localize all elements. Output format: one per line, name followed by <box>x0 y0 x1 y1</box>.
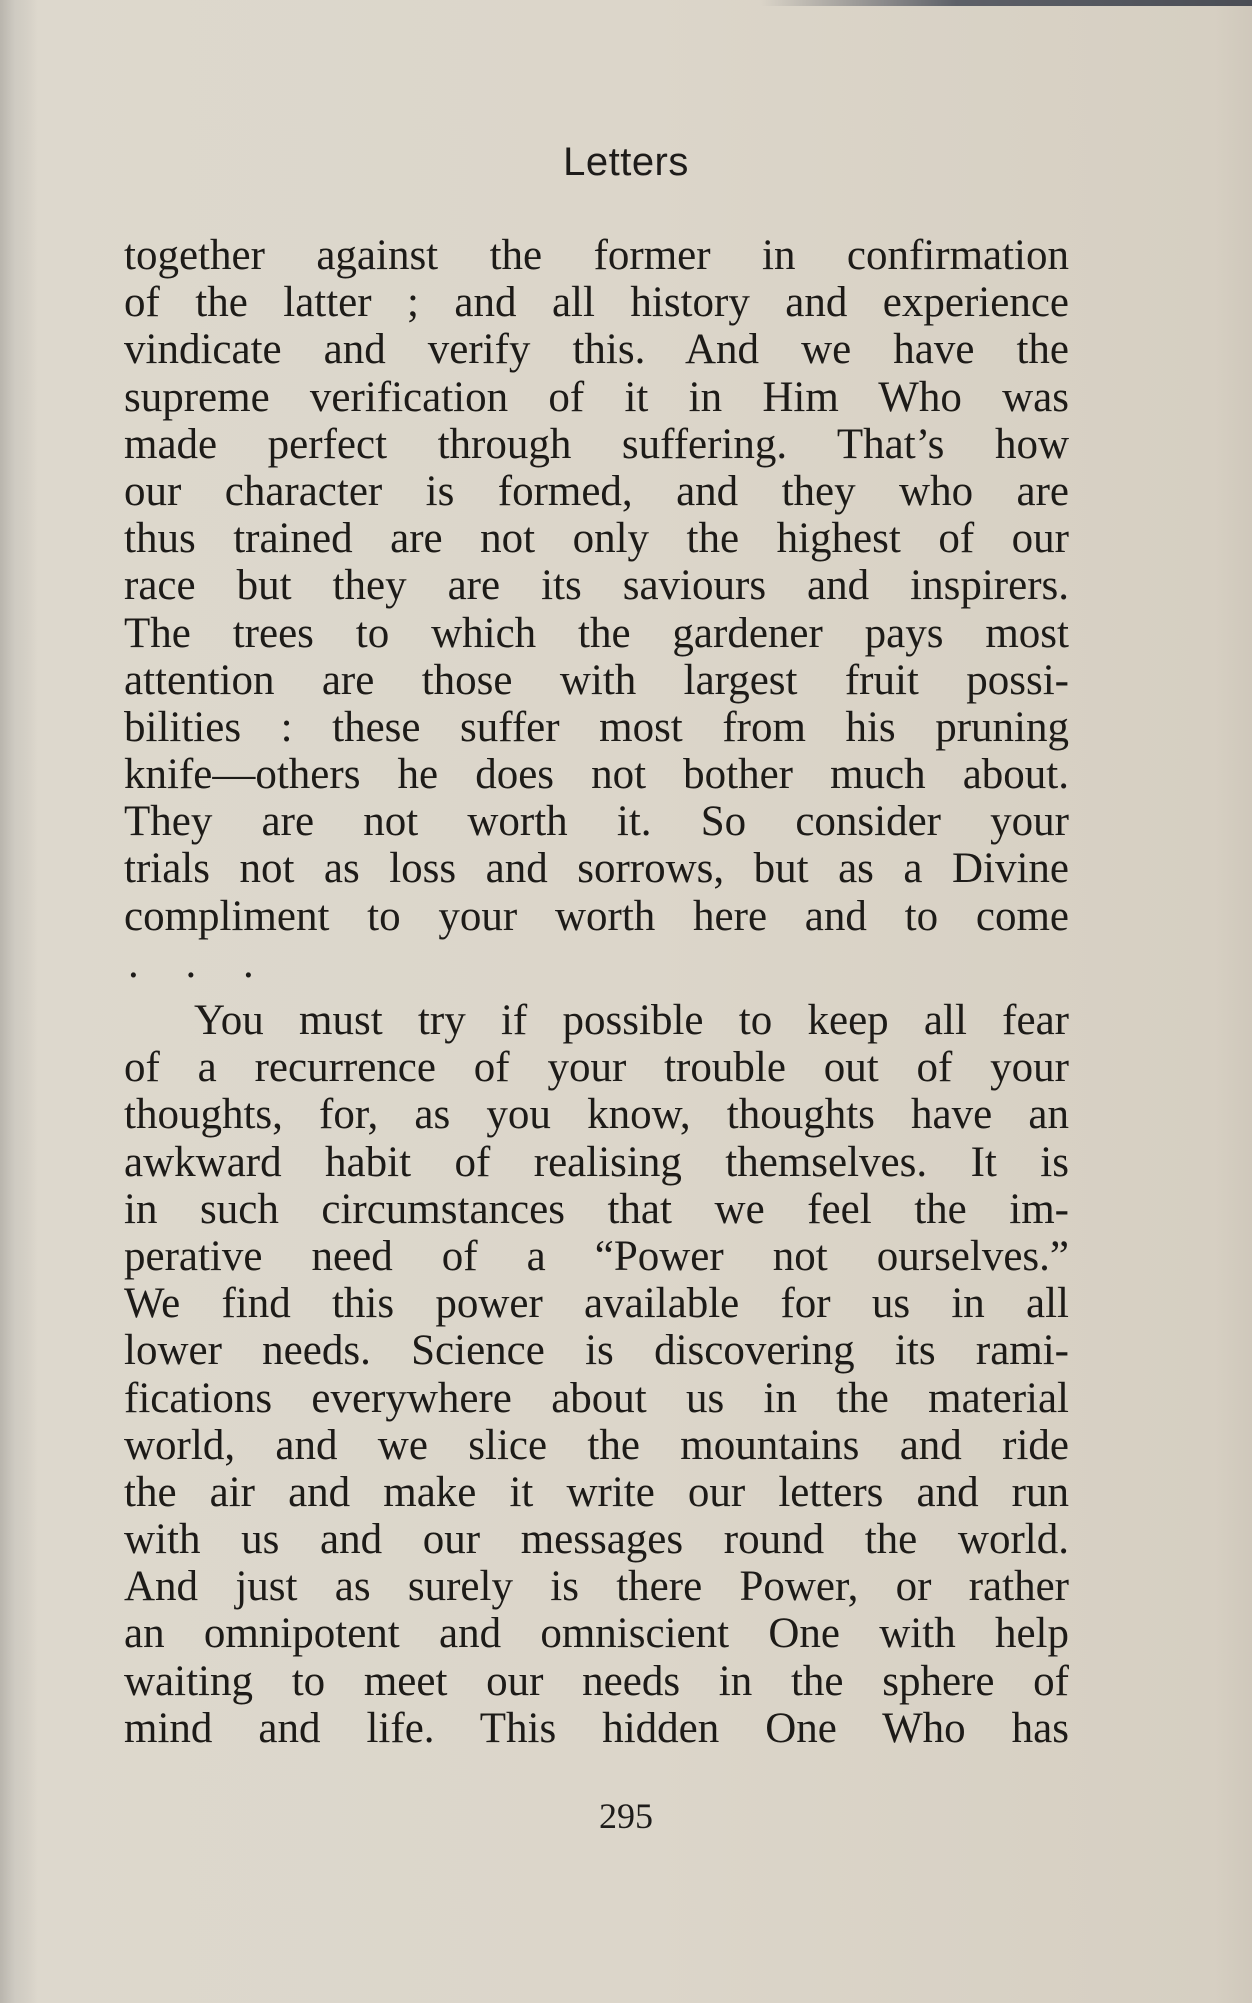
text-line: mind and life. This hidden One Who has <box>124 1704 1069 1752</box>
spine-shadow <box>0 0 38 2003</box>
text-line: our character is formed, and they who are <box>124 467 1069 515</box>
text-line: bilities : these suffer most from his pruning <box>124 703 1069 751</box>
text-line: of a recurrence of your trouble out of your <box>124 1044 1069 1092</box>
text-line: waiting to meet our needs in the sphere of <box>124 1657 1069 1705</box>
text-line: We find this power available for us in all <box>124 1280 1069 1328</box>
text-line: made perfect through suffering. That’s how <box>124 420 1069 468</box>
text-line: in such circumstances that we feel the im- <box>124 1185 1069 1233</box>
text-line: vindicate and verify this. And we have the <box>124 326 1069 374</box>
text-line: compliment to your worth here and to come <box>124 892 1069 940</box>
text-line: thus trained are not only the highest of our <box>124 515 1069 563</box>
text-line: They are not worth it. So consider your <box>124 798 1069 846</box>
text-line: lower needs. Science is discovering its rami- <box>124 1327 1069 1375</box>
text-line: with us and our messages round the world. <box>124 1516 1069 1564</box>
page-number: 295 <box>599 1796 653 1836</box>
text-line: the air and make it write our letters and run <box>124 1468 1069 1516</box>
text-line: perative need of a “Power not ourselves.” <box>124 1232 1069 1280</box>
text-line: knife—others he does not bother much about. <box>124 751 1069 799</box>
text-line: attention are those with largest fruit possi- <box>124 656 1069 704</box>
text-line: of the latter ; and all history and experience <box>124 279 1069 327</box>
paragraph-gap <box>124 987 1069 997</box>
cover-edge <box>760 0 1252 6</box>
text-line: fications everywhere about us in the material <box>124 1374 1069 1422</box>
text-line-indented <box>124 997 1069 1044</box>
text-line: race but they are its saviours and inspirers. <box>124 562 1069 610</box>
ellipsis: . . . <box>128 939 272 987</box>
text-line-content: You must try if possible to keep all fear <box>194 997 1069 1044</box>
running-head: Letters <box>563 140 689 184</box>
text-line: together against the former in confirmation <box>124 232 1069 279</box>
text-line: trials not as loss and sorrows, but as a Divine <box>124 845 1069 893</box>
text-line: And just as surely is there Power, or rather <box>124 1563 1069 1611</box>
text-line: thoughts, for, as you know, thoughts have an <box>124 1091 1069 1139</box>
text-line: awkward habit of realising themselves. It is <box>124 1138 1069 1186</box>
body-text <box>124 232 1069 1752</box>
text-line: supreme verification of it in Him Who was <box>124 373 1069 421</box>
text-line: an omnipotent and omniscient One with help <box>124 1610 1069 1658</box>
text-line: The trees to which the gardener pays most <box>124 609 1069 657</box>
text-line: world, and we slice the mountains and ride <box>124 1421 1069 1469</box>
